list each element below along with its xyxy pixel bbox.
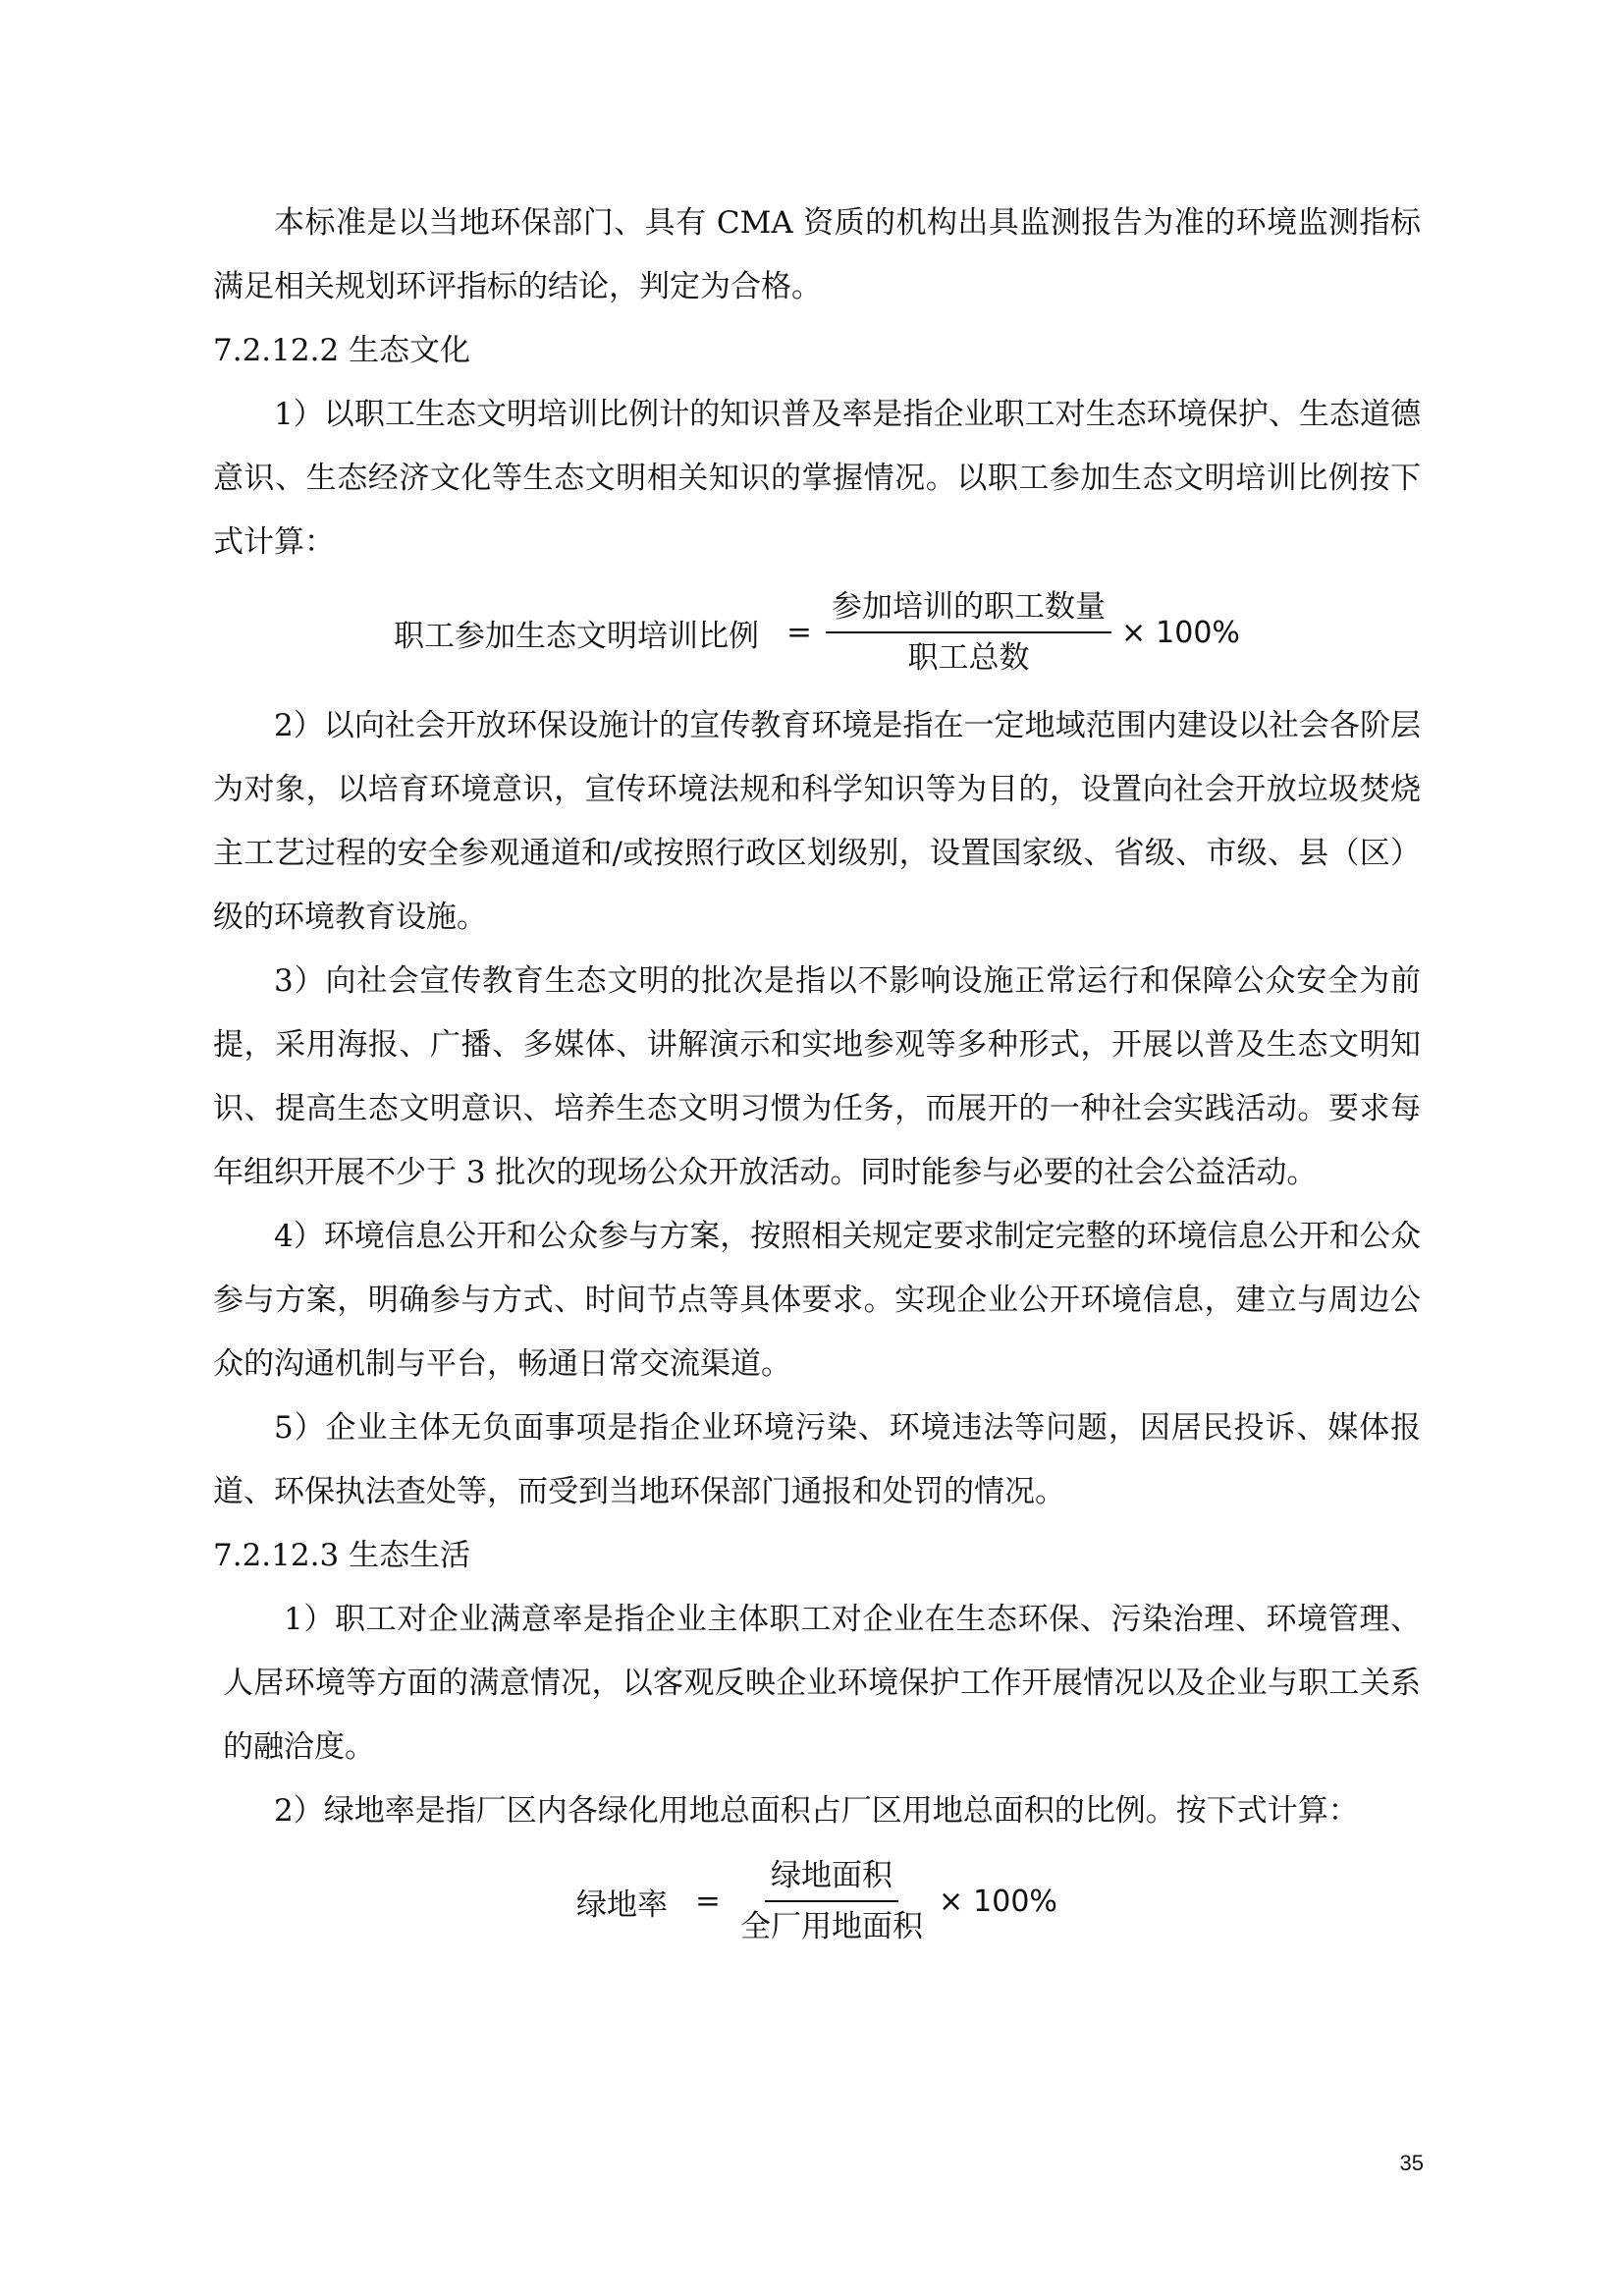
formula-times: × (939, 1884, 964, 1919)
formula-factor: 100% (1156, 615, 1240, 650)
paragraph-info-disclosure: 4）环境信息公开和公众参与方案，按照相关规定要求制定完整的环境信息公开和公众参与方案，明确参与方式、时间节点等具体要求。实现企业公开环境信息，建立与周边公众的沟通机制与平台，畅通日常交流渠道。 (213, 1219, 1421, 1382)
paragraph-training-rate: 1）以职工生态文明培训比例计的知识普及率是指企业职工对生态环境保护、生态道德意识、生态经济文化等生态文明相关知识的掌握情况。以职工参加生态文明培训比例按下式计算： (213, 397, 1421, 560)
paragraph-green-rate: 2）绿地率是指厂区内各绿化用地总面积占厂区用地总面积的比例。按下式计算： (274, 1793, 1359, 1829)
formula-numerator: 参加培训的职工数量 (826, 586, 1111, 633)
formula-equals: = (695, 1884, 722, 1919)
formula-lhs: 职工参加生态文明培训比例 (394, 618, 760, 654)
formula-green-rate (213, 1855, 1421, 1947)
formula-denominator: 职工总数 (907, 640, 1030, 676)
formula-lhs: 绿地率 (576, 1886, 669, 1923)
paragraph-no-negative-events: 5）企业主体无负面事项是指企业环境污染、环境违法等问题，因居民投诉、媒体报道、环保执法查处等，而受到当地环保部门通报和处罚的情况。 (213, 1410, 1421, 1509)
page-number: 35 (1399, 2151, 1424, 2175)
section-heading-eco-life: 7.2.12.3 生态生活 (213, 1538, 471, 1573)
section-heading-eco-culture: 7.2.12.2 生态文化 (213, 333, 471, 368)
paragraph-employee-satisfaction: 1）职工对企业满意率是指企业主体职工对企业在生态环保、污染治理、环境管理、人居环境等方面的满意情况，以客观反映企业环境保护工作开展情况以及企业与职工关系的融洽度。 (223, 1602, 1421, 1765)
formula-fraction (734, 1855, 929, 1947)
paragraph-education-environment: 2）以向社会开放环保设施计的宣传教育环境是指在一定地域范围内建设以社会各阶层为对象，以培育环境意识，宣传环境法规和科学知识等为目的，设置向社会开放垃圾焚烧主工艺过程的安全参观通道和/或按照行政区划级别，设置国家级、省级、市级、县（区）级的环境教育设施。 (213, 708, 1421, 935)
paragraph-publicity-batches: 3）向社会宣传教育生态文明的批次是指以不影响设施正常运行和保障公众安全为前提，采用海报、广播、多媒体、讲解演示和实地参观等多种形式，开展以普及生态文明知识、提高生态文明意识、培养生态文明习惯为任务，而展开的一种社会实践活动。要求每年组织开展不少于 3 批次的现场公众开放活动。同时能参与必要的社会公益活动。 (213, 963, 1421, 1190)
formula-numerator: 绿地面积 (765, 1855, 898, 1902)
page-body (213, 191, 1421, 1963)
formula-equals: = (786, 615, 813, 650)
formula-denominator: 全厂用地面积 (740, 1909, 924, 1944)
formula-factor: 100% (973, 1884, 1057, 1919)
formula-fraction (826, 586, 1111, 679)
formula-times: × (1121, 615, 1147, 650)
paragraph-cma-standard: 本标准是以当地环保部门、具有 CMA 资质的机构出具监测报告为准的环境监测指标满足相关规划环评指标的结论，判定为合格。 (213, 205, 1421, 304)
formula-training-ratio (213, 586, 1421, 679)
